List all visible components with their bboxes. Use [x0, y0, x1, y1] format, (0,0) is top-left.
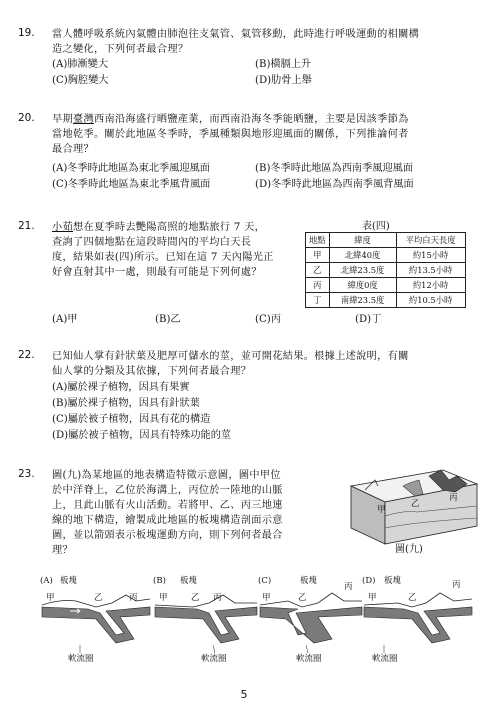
- option-a[interactable]: (A)肺漸變大: [52, 59, 109, 70]
- table-row: [306, 263, 466, 278]
- asthenosphere-label: 軟流圈: [68, 654, 94, 663]
- label-jia: 甲: [159, 593, 168, 603]
- stem-line: 查詢了四個地點在這段時間內的平均白天長: [52, 237, 252, 248]
- table-cell: 約13.5小時: [396, 263, 465, 278]
- table-cell: 北緯23.5度: [329, 263, 396, 278]
- question-number: 23.: [18, 468, 35, 480]
- question-stem: [52, 468, 342, 558]
- table-cell: 乙: [306, 263, 330, 278]
- stem-line: 仙人掌的分類及其依據，下列何者最合理？: [52, 366, 252, 377]
- stem-text: 想在夏季時去艷陽高照的地點旅行 7 天，: [72, 222, 266, 233]
- table-row: [306, 248, 466, 263]
- table-header: 平均白天長度: [396, 233, 465, 248]
- table-cell: 南緯23.5度: [329, 293, 396, 308]
- stem-line: 圖(九)為某地區的地表構造特徵示意圖，圖中甲位: [52, 470, 281, 481]
- stem-line: 當地乾季。關於此地區冬季時，季風種類與地形迎風面的關係，下列推論何者: [52, 129, 409, 140]
- option-d[interactable]: (D)肋骨上舉: [255, 75, 312, 86]
- option-b[interactable]: (B)屬於裸子植物，因具有針狀葉: [52, 398, 200, 409]
- question-stem: [52, 27, 462, 57]
- label-yi: 乙: [191, 593, 200, 603]
- question-number: 22.: [18, 349, 35, 361]
- option-b[interactable]: (B)乙: [155, 314, 181, 325]
- label-jia: 甲: [46, 593, 55, 603]
- stem-line: 造之變化，下列何者最合理？: [52, 44, 189, 55]
- cross-section-b: [153, 573, 258, 663]
- person-name: 小茹: [52, 222, 73, 233]
- stem-line: 度，結果如表(四)所示。已知在這 7 天內陽光正: [52, 252, 274, 263]
- option-letter: (C): [258, 576, 272, 586]
- asthenosphere-label: 軟流圈: [201, 654, 227, 663]
- question-number: 20.: [18, 112, 35, 124]
- latitude-table: [305, 232, 466, 308]
- option-d-diagram[interactable]: [362, 573, 474, 663]
- table-row: [306, 293, 466, 308]
- cross-section-c: [258, 573, 363, 663]
- stem-line: 已知仙人掌有針狀葉及肥厚可儲水的莖，並可開花結果。根據上述說明，有關: [52, 351, 409, 362]
- table-header-row: [306, 233, 466, 248]
- label-yi: 乙: [298, 593, 307, 603]
- option-a-diagram[interactable]: [40, 573, 152, 663]
- label-jia: 甲: [262, 593, 271, 603]
- stem-line: 線的地下構造，繪製成此地區的板塊構造剖面示意: [52, 515, 283, 526]
- table-cell: 丙: [306, 278, 330, 293]
- option-c[interactable]: (C)屬於被子植物，因具有花的構造: [52, 414, 211, 425]
- table-cell: 約15小時: [396, 248, 465, 263]
- page-number: 5: [240, 688, 248, 701]
- label-yi: 乙: [94, 593, 103, 603]
- stem-line: 理？: [52, 545, 73, 556]
- option-b[interactable]: (B)橫膈上升: [255, 59, 312, 70]
- option-a[interactable]: (A)甲: [52, 314, 78, 325]
- stem-text: 西南沿海盛行晒鹽產業，而西南沿海冬季能晒鹽，主要是因該季節為: [93, 114, 409, 125]
- option-letter: (B): [153, 576, 166, 586]
- table-cell: 緯度0度: [329, 278, 396, 293]
- asthenosphere-label: 軟流圈: [372, 654, 398, 663]
- figure-caption: 圖(九): [395, 544, 423, 555]
- question-number: 21.: [18, 220, 35, 232]
- option-d[interactable]: (D)冬季時此地區為西南季風背風面: [255, 179, 414, 190]
- option-letter: (D): [362, 576, 376, 586]
- label-bing: 丙: [129, 593, 138, 603]
- option-b-diagram[interactable]: [153, 573, 258, 663]
- plate-label: 板塊: [300, 576, 318, 586]
- table-row: [306, 278, 466, 293]
- label-yi: 乙: [411, 499, 420, 509]
- option-d[interactable]: (D)丁: [355, 314, 382, 325]
- label-bing: 丙: [213, 593, 222, 603]
- stem-line: [52, 112, 462, 127]
- stem-line: 好會直射其中一處，則最有可能是下列何處？: [52, 267, 262, 278]
- terrain-block-diagram: [345, 466, 483, 548]
- cross-section-a: [40, 573, 152, 663]
- option-letter: (A): [40, 576, 53, 586]
- stem-line: 於中洋脊上，乙位於海溝上，丙位於一陸地的山脈: [52, 485, 283, 496]
- question-stem: [52, 112, 462, 157]
- cross-section-d: [362, 573, 474, 663]
- table-header: 地點: [306, 233, 330, 248]
- option-c[interactable]: (C)冬季時此地區為東北季風背風面: [52, 179, 211, 190]
- question-stem: [52, 220, 302, 280]
- table-title: 表(四): [362, 221, 390, 232]
- option-b[interactable]: (B)冬季時此地區為西南季風迎風面: [255, 163, 414, 174]
- table-header: 緯度: [329, 233, 396, 248]
- option-c[interactable]: (C)丙: [255, 314, 281, 325]
- question-number: 19.: [18, 27, 35, 39]
- table-cell: 北緯40度: [329, 248, 396, 263]
- stem-line: 最合理？: [52, 144, 94, 155]
- table-cell: 甲: [306, 248, 330, 263]
- stem-line: 上，且此山脈有火山活動。若將甲、乙、丙三地連: [52, 500, 283, 511]
- option-a[interactable]: (A)冬季時此地區為東北季風迎風面: [52, 163, 210, 174]
- table-cell: 約10.5小時: [396, 293, 465, 308]
- plate-label: 板塊: [60, 576, 78, 586]
- stem-line: 圖，並以箭頭表示板塊運動方向，則下列何者最合: [52, 530, 283, 541]
- option-a[interactable]: (A)屬於裸子植物，因具有果實: [52, 382, 190, 393]
- question-stem: [52, 349, 462, 379]
- label-jia: 甲: [368, 593, 377, 603]
- stem-line: 當人體呼吸系統內氣體由肺泡往支氣管、氣管移動，此時進行呼吸運動的相關構: [52, 29, 420, 40]
- option-c[interactable]: (C)胸腔變大: [52, 75, 109, 86]
- table-cell: 約12小時: [396, 278, 465, 293]
- option-d[interactable]: (D)屬於被子植物，因具有特殊功能的莖: [52, 430, 232, 441]
- plate-label: 板塊: [180, 576, 198, 586]
- plate-label: 板塊: [384, 576, 402, 586]
- label-bing: 丙: [449, 493, 458, 503]
- asthenosphere-label: 軟流圈: [296, 654, 322, 663]
- label-bing: 丙: [452, 580, 461, 590]
- table-cell: 丁: [306, 293, 330, 308]
- label-yi: 乙: [408, 593, 417, 603]
- label-jia: 甲: [377, 505, 386, 515]
- option-c-diagram[interactable]: [258, 573, 363, 663]
- stem-text: 早期: [52, 114, 73, 125]
- stem-line: [52, 220, 302, 235]
- place-name: 臺灣: [72, 114, 94, 125]
- label-bing: 丙: [344, 582, 353, 592]
